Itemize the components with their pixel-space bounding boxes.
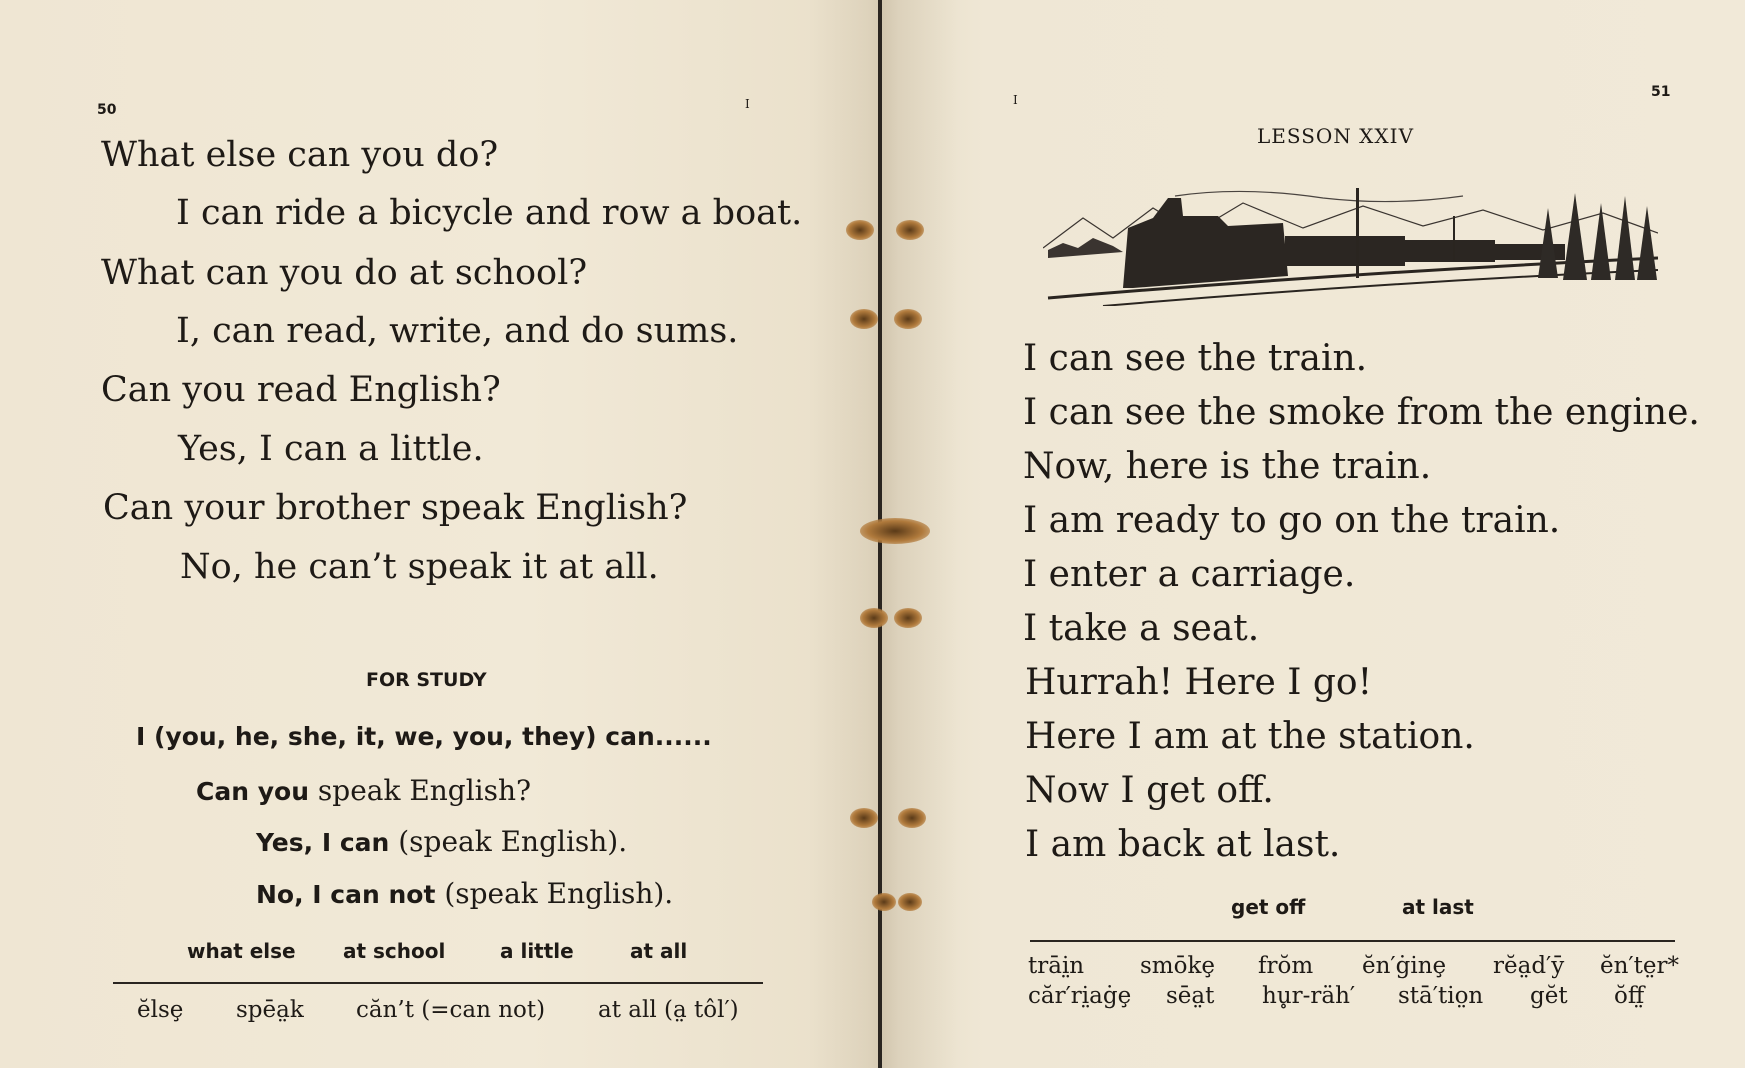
- binding-hole: [896, 220, 924, 240]
- text-line: I am ready to go on the train.: [1023, 500, 1561, 541]
- text-line: Can your brother speak English?: [103, 488, 688, 528]
- binding-hole: [850, 309, 878, 329]
- text-line: What else can you do?: [101, 135, 499, 175]
- binding-hole: [860, 608, 888, 628]
- binding-hole: [898, 893, 922, 911]
- text-line: Hurrah! Here I go!: [1025, 662, 1373, 703]
- pronunciation-word: rĕa̤d′ȳ: [1493, 953, 1565, 979]
- text-line: I can see the smoke from the engine.: [1023, 392, 1700, 433]
- for-study-heading: FOR STUDY: [366, 669, 487, 691]
- pronunciation-word: at all (a̤ tôl′): [598, 997, 739, 1023]
- study-bold: Can you: [196, 777, 309, 806]
- train-illustration: [1043, 188, 1658, 306]
- binding-hole: [894, 608, 922, 628]
- text-line: Here I am at the station.: [1025, 716, 1475, 757]
- pronunciation-word: smōkȩ: [1140, 953, 1216, 979]
- study-line: [256, 825, 627, 858]
- vocab-phrase: a little: [500, 939, 574, 963]
- vocab-phrase: what else: [187, 939, 296, 963]
- binding-hole: [894, 309, 922, 329]
- page-number-left: 50: [97, 102, 117, 118]
- pronunciation-word: ŏff̤: [1614, 983, 1645, 1009]
- binding-hole: [872, 893, 896, 911]
- binding-hole: [860, 518, 930, 544]
- pronunciation-word: stā′tio̤n: [1398, 983, 1484, 1009]
- pronunciation-word: gĕt: [1530, 983, 1568, 1009]
- binding-hole: [898, 808, 926, 828]
- study-line: [256, 877, 673, 910]
- text-line: Now I get off.: [1025, 770, 1274, 811]
- study-line: [196, 774, 531, 807]
- pronunciation-word: trāi̤n: [1028, 953, 1085, 979]
- vocab-phrase: at school: [343, 939, 446, 963]
- pronunciation-word: ĕn′te̤r*: [1600, 953, 1679, 979]
- study-bold: Yes, I can: [256, 828, 390, 857]
- text-line: I can ride a bicycle and row a boat.: [176, 193, 803, 233]
- study-rest: speak English?: [309, 774, 532, 807]
- text-line: I can see the train.: [1023, 338, 1368, 379]
- text-line: What can you do at school?: [101, 253, 588, 293]
- signature-mark-left: I: [745, 97, 750, 111]
- vocab-phrase: get off: [1231, 895, 1306, 919]
- text-line: Now, here is the train.: [1023, 446, 1432, 487]
- pronunciation-word: spēa̤k: [236, 997, 304, 1023]
- pronunciation-word: căr′ri̤aġȩ: [1028, 983, 1132, 1009]
- pronunciation-word: frŏm: [1258, 953, 1314, 979]
- study-bold: No, I can not: [256, 880, 436, 909]
- study-rest: (speak English).: [435, 877, 674, 910]
- divider-rule: [113, 982, 763, 984]
- pronunciation-word: ĕlsȩ: [137, 997, 184, 1023]
- text-line: I am back at last.: [1025, 824, 1341, 865]
- text-line: I take a seat.: [1023, 608, 1260, 649]
- study-line: I (you, he, she, it, we, you, they) can......: [136, 722, 712, 751]
- pronunciation-word: căn’t (=can not): [356, 997, 546, 1023]
- binding-hole: [850, 808, 878, 828]
- binding-hole: [846, 220, 874, 240]
- vocab-phrase: at all: [630, 939, 688, 963]
- divider-rule: [1030, 940, 1675, 942]
- lesson-title: LESSON XXIV: [1257, 124, 1415, 148]
- page-number-right: 51: [1651, 84, 1671, 100]
- pronunciation-word: hu̥r-räh′: [1262, 983, 1356, 1009]
- pronunciation-word: ĕn′ġinȩ: [1362, 953, 1447, 979]
- text-line: I enter a carriage.: [1023, 554, 1356, 595]
- text-line: Yes, I can a little.: [178, 429, 484, 469]
- text-line: Can you read English?: [101, 370, 501, 410]
- signature-mark-right: I: [1013, 93, 1018, 107]
- text-line: I, can read, write, and do sums.: [176, 311, 739, 351]
- text-line: No, he can’t speak it at all.: [180, 547, 659, 587]
- vocab-phrase: at last: [1402, 895, 1474, 919]
- pronunciation-word: sēa̤t: [1166, 983, 1215, 1009]
- study-rest: (speak English).: [389, 825, 628, 858]
